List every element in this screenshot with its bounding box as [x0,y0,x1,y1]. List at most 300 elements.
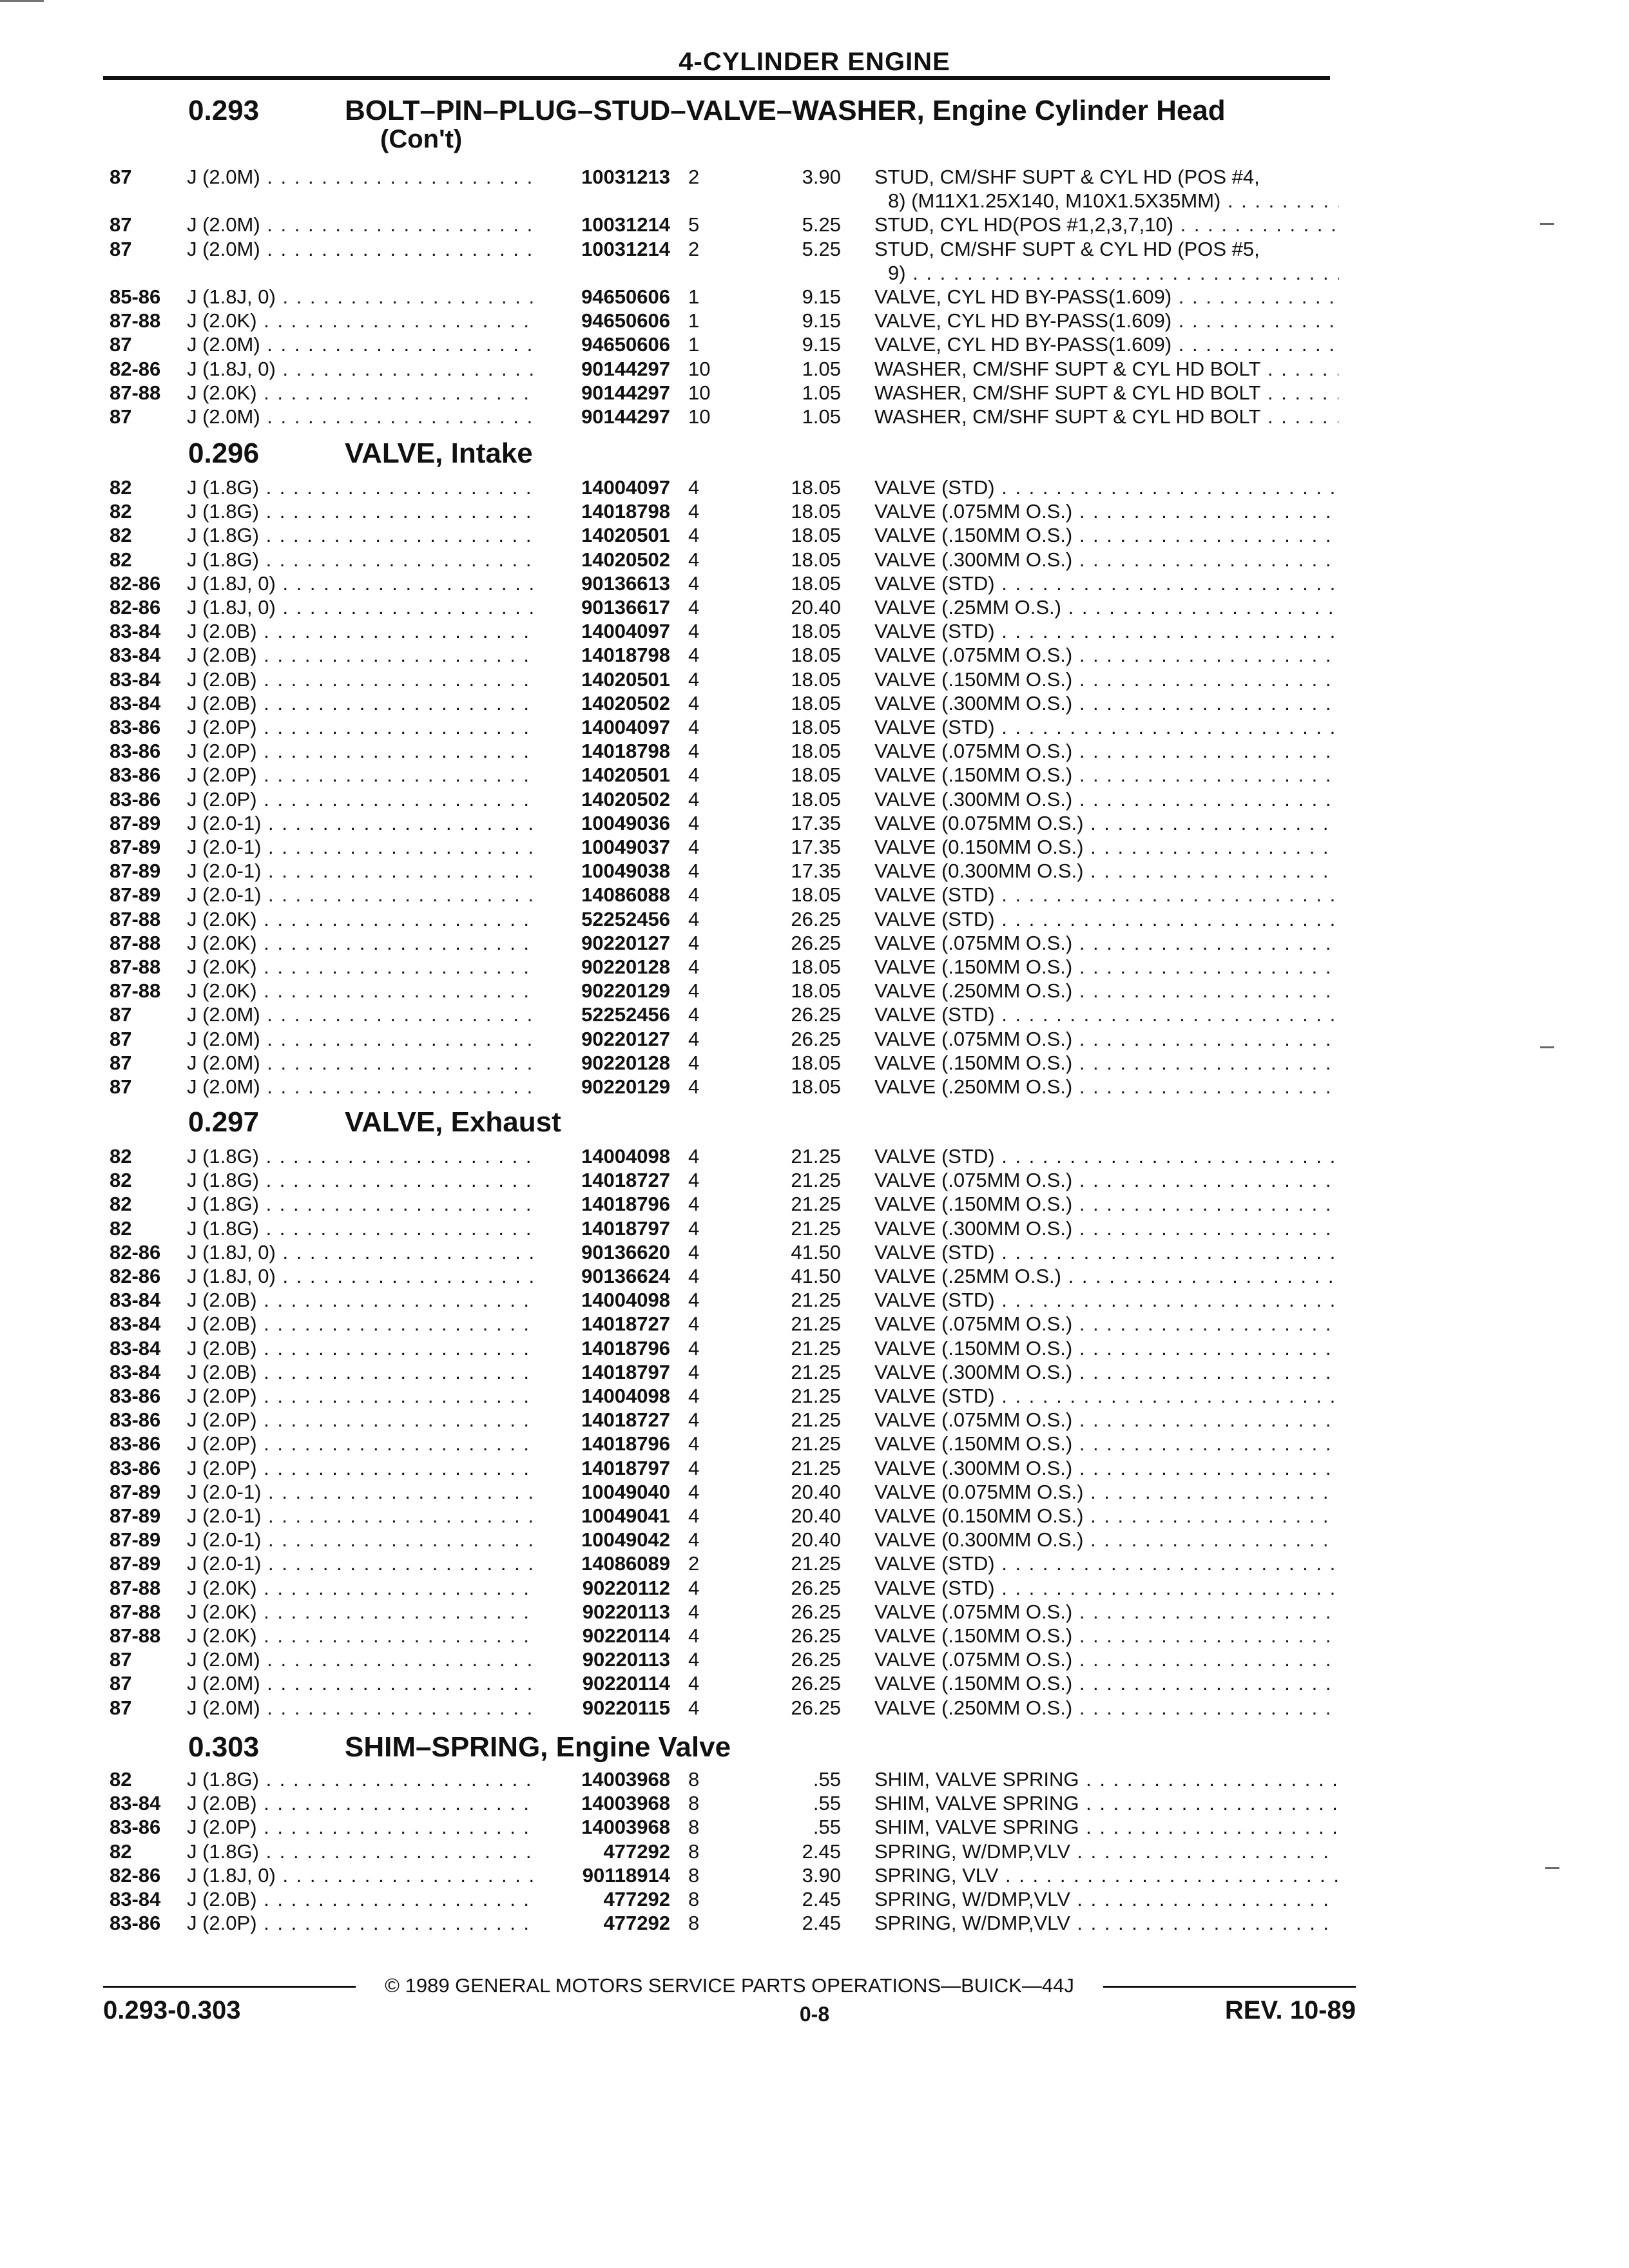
engine-code: J (2.0K) . . . [187,1576,535,1600]
description: VALVE (.300MM O.S.) . . . [874,1360,1338,1384]
price: 20.40 [791,1481,841,1503]
model-year: 83-86 [110,1432,161,1455]
price: 21.25 [791,1552,841,1575]
quantity: 4 [688,668,700,691]
table-row [0,595,1629,619]
quantity: 8 [688,1888,700,1910]
model-year: 87-89 [110,883,161,906]
engine-code: J (2.0K) . . . [187,955,535,979]
model-year: 83-86 [110,1816,161,1838]
model-year: 83-84 [110,1792,161,1814]
price: 26.25 [791,908,841,930]
part-number: 90220128 [581,1052,670,1074]
engine-code: J (2.0P) . . . [187,715,535,739]
quantity: 8 [688,1768,700,1791]
quantity: 4 [688,860,700,882]
table-row [0,332,1629,356]
price: 26.25 [791,1672,841,1695]
description: VALVE (.075MM O.S.) . . . [874,931,1338,955]
quantity: 4 [688,932,700,954]
model-year: 87-88 [110,908,161,930]
engine-code: J (1.8J, 0) . . . [187,572,535,595]
model-year: 85-86 [110,285,161,308]
description: VALVE (STD) . . . [874,1384,1338,1408]
model-year: 87 [110,405,132,428]
quantity: 4 [688,1075,700,1098]
quantity: 4 [688,764,700,786]
part-number: 14086088 [581,883,670,906]
table-row [0,715,1629,739]
price: 18.05 [791,692,841,715]
engine-code: J (2.0-1) . . . [187,1504,535,1528]
model-year: 82-86 [110,1241,161,1264]
description: SPRING, W/DMP,VLV . . . [874,1911,1338,1935]
footer-rule-left [103,1986,356,1988]
price: 26.25 [791,1648,841,1671]
quantity: 4 [688,500,700,523]
price: 17.35 [791,836,841,858]
description: VALVE (.150MM O.S.) . . . [874,955,1338,979]
table-row [0,763,1629,787]
section-name: VALVE, Intake [345,437,533,469]
table-row [0,1216,1629,1240]
price: 18.05 [791,500,841,523]
description: VALVE (0.075MM O.S.) . . . [874,1480,1338,1504]
quantity: 4 [688,1361,700,1383]
description: VALVE (.075MM O.S.) . . . [874,1168,1338,1192]
part-number: 90220115 [582,1696,670,1719]
part-number: 14018797 [581,1457,670,1479]
engine-code: J (2.0M) . . . [187,1027,535,1051]
table-row [0,1192,1629,1216]
footer-rule-right [1103,1986,1356,1988]
table-row [0,1408,1629,1432]
part-number: 94650606 [581,285,670,308]
description: VALVE (.300MM O.S.) . . . [874,1456,1338,1480]
engine-code: J (2.0K) . . . [187,931,535,955]
description: VALVE (.25MM O.S.) . . . [874,595,1338,619]
section-name: VALVE, Exhaust [345,1106,561,1138]
part-number: 10049041 [581,1504,670,1527]
price: 21.25 [791,1385,841,1407]
part-number: 90144297 [581,405,670,428]
table-row [0,1840,1629,1863]
description: VALVE, CYL HD BY-PASS(1.609) . . . [874,309,1338,332]
price: 26.25 [791,1003,841,1026]
quantity: 2 [688,166,700,188]
price: 5.25 [802,213,841,236]
quantity: 4 [688,548,700,571]
engine-code: J (2.0-1) . . . [187,1480,535,1504]
price: 18.05 [791,572,841,595]
price: 18.05 [791,548,841,571]
engine-code: J (1.8G) . . . [187,548,535,572]
table-row [0,1240,1629,1264]
description: VALVE (.075MM O.S.) . . . [874,643,1338,667]
model-year: 82 [110,524,132,546]
table-row [0,1312,1629,1336]
part-number: 14018796 [581,1193,670,1215]
price: 21.25 [791,1457,841,1479]
quantity: 8 [688,1816,700,1838]
engine-code: J (2.0B) . . . [187,1360,535,1384]
table-row [0,1696,1629,1720]
quantity: 4 [688,1241,700,1264]
engine-code: J (1.8G) . . . [187,523,535,547]
table-row [0,1336,1629,1360]
quantity: 4 [688,1504,700,1527]
description: VALVE (0.075MM O.S.) . . . [874,811,1338,835]
engine-code: J (2.0K) . . . [187,979,535,1003]
engine-code: J (2.0B) . . . [187,1887,535,1911]
price: 21.25 [791,1193,841,1215]
section-name: SHIM–SPRING, Engine Valve [345,1731,731,1763]
model-year: 83-86 [110,716,161,738]
part-number: 14018798 [581,500,670,523]
price: 18.05 [791,620,841,642]
price: 18.05 [791,644,841,666]
model-year: 82-86 [110,572,161,595]
price: 17.35 [791,812,841,834]
part-number: 14018796 [581,1432,670,1455]
table-row [0,883,1629,907]
model-year: 83-84 [110,1289,161,1311]
engine-code: J (2.0B) . . . [187,691,535,715]
quantity: 4 [688,1600,700,1623]
price: 18.05 [791,956,841,978]
quantity: 4 [688,1481,700,1503]
price: 26.25 [791,1577,841,1599]
part-number: 477292 [603,1840,670,1863]
model-year: 87-89 [110,836,161,858]
description: VALVE (0.150MM O.S.) . . . [874,835,1338,859]
part-number: 52252456 [581,1003,670,1026]
description: SHIM, VALVE SPRING . . . [874,1767,1338,1791]
description: VALVE (0.300MM O.S.) . . . [874,859,1338,883]
quantity: 4 [688,1145,700,1168]
table-row [0,835,1629,859]
price: 9.15 [802,309,841,332]
model-year: 87-88 [110,381,161,404]
price: 18.05 [791,740,841,762]
table-row [0,1528,1629,1552]
part-number: 90144297 [581,381,670,404]
part-number: 14004098 [581,1289,670,1311]
table-row [0,1887,1629,1911]
table-row [0,1432,1629,1456]
price: 18.05 [791,476,841,499]
quantity: 4 [688,1696,700,1719]
table-row [0,405,1629,428]
description: VALVE (.075MM O.S.) . . . [874,1027,1338,1051]
description: VALVE (STD) . . . [874,1240,1338,1264]
engine-code: J (2.0B) . . . [187,1312,535,1336]
model-year: 87 [110,166,132,188]
model-year: 82 [110,476,132,499]
engine-code: J (2.0P) . . . [187,1432,535,1456]
price: 3.90 [802,1864,841,1887]
description: WASHER, CM/SHF SUPT & CYL HD BOLT . . . [874,381,1338,405]
description: VALVE (.150MM O.S.) . . . [874,1671,1338,1695]
description: VALVE (.150MM O.S.) . . . [874,1432,1338,1456]
part-number: 14020501 [581,524,670,546]
part-number: 14004098 [581,1385,670,1407]
model-year: 87 [110,213,132,236]
model-year: 83-86 [110,1408,161,1431]
part-number: 14004097 [581,476,670,499]
engine-code: J (1.8J, 0) . . . [187,1264,535,1288]
engine-code: J (2.0B) . . . [187,1791,535,1815]
price: 41.50 [791,1241,841,1264]
part-number: 90118914 [582,1864,670,1887]
engine-code: J (2.0P) . . . [187,787,535,811]
table-row [0,1671,1629,1695]
part-number: 90220127 [581,1028,670,1050]
part-number: 90136613 [581,572,670,595]
part-number: 90220114 [582,1624,670,1647]
model-year: 83-84 [110,668,161,691]
price: .55 [813,1768,841,1791]
description: STUD, CYL HD(POS #1,2,3,7,10) . . . [874,213,1338,236]
price: 18.05 [791,524,841,546]
model-year: 83-84 [110,692,161,715]
table-row [0,381,1629,405]
part-number: 90220128 [581,956,670,978]
quantity: 4 [688,836,700,858]
quantity: 1 [688,333,700,356]
engine-code: J (2.0P) . . . [187,739,535,763]
quantity: 4 [688,1003,700,1026]
price: 18.05 [791,716,841,738]
part-number: 10049040 [581,1481,670,1503]
engine-code: J (2.0M) . . . [187,165,535,189]
description: VALVE (0.300MM O.S.) . . . [874,1528,1338,1552]
model-year: 82 [110,1193,132,1215]
section-range: 0.293-0.303 [103,1996,241,2024]
price: 21.25 [791,1312,841,1335]
quantity: 4 [688,1265,700,1287]
engine-code: J (1.8G) . . . [187,1216,535,1240]
description: WASHER, CM/SHF SUPT & CYL HD BOLT . . . [874,405,1338,428]
table-row [0,1504,1629,1528]
quantity: 4 [688,1624,700,1647]
description: STUD, CM/SHF SUPT & CYL HD (POS #5, [874,238,1260,260]
section-number: 0.303 [188,1731,260,1763]
quantity: 4 [688,788,700,811]
model-year: 82 [110,500,132,523]
section-name: BOLT–PIN–PLUG–STUD–VALVE–WASHER, Engine Cylinder Head [345,95,1226,126]
description: VALVE (.300MM O.S.) . . . [874,787,1338,811]
model-year: 82 [110,548,132,571]
table-row [0,1624,1629,1648]
table-row [0,1288,1629,1312]
part-number: 10031214 [581,238,670,260]
quantity: 4 [688,1312,700,1335]
part-number: 14018727 [581,1169,670,1191]
model-year: 82 [110,1768,132,1791]
part-number: 14018797 [581,1217,670,1240]
description: VALVE (STD) . . . [874,1552,1338,1575]
part-number: 14086089 [581,1552,670,1575]
engine-code: J (2.0M) . . . [187,1648,535,1671]
table-row [0,643,1629,667]
table-row [0,1863,1629,1887]
part-number: 14020502 [581,692,670,715]
description: STUD, CM/SHF SUPT & CYL HD (POS #4, [874,166,1260,188]
description: VALVE (.150MM O.S.) . . . [874,668,1338,691]
engine-code: J (1.8J, 0) . . . [187,595,535,619]
description: VALVE (STD) . . . [874,1288,1338,1312]
quantity: 4 [688,620,700,642]
engine-code: J (1.8G) . . . [187,1168,535,1192]
description: VALVE (STD) . . . [874,1144,1338,1168]
description: VALVE (.150MM O.S.) . . . [874,523,1338,547]
part-number: 94650606 [581,309,670,332]
engine-code: J (2.0M) . . . [187,1051,535,1075]
quantity: 4 [688,1289,700,1311]
price: 3.90 [802,166,841,188]
engine-code: J (2.0B) . . . [187,668,535,691]
quantity: 4 [688,1169,700,1191]
quantity: 5 [688,213,700,236]
description: VALVE (STD) . . . [874,715,1338,739]
model-year: 83-84 [110,644,161,666]
part-number: 14003968 [581,1768,670,1791]
part-number: 14020501 [581,764,670,786]
price: 18.05 [791,1052,841,1074]
part-number: 14020502 [581,788,670,811]
table-row [0,213,1629,236]
description: VALVE (STD) . . . [874,883,1338,907]
model-year: 87-88 [110,1624,161,1647]
model-year: 87-88 [110,956,161,978]
description: VALVE (.075MM O.S.) . . . [874,1312,1338,1336]
quantity: 4 [688,1432,700,1455]
engine-code: J (2.0M) . . . [187,1003,535,1026]
model-year: 83-86 [110,764,161,786]
part-number: 10031214 [581,213,670,236]
price: .55 [813,1816,841,1838]
quantity: 4 [688,716,700,738]
model-year: 83-86 [110,788,161,811]
table-row [0,1144,1629,1168]
engine-code: J (2.0M) . . . [187,1671,535,1695]
quantity: 10 [688,358,711,380]
part-number: 14018798 [581,644,670,666]
description-continued-row [0,261,1629,285]
model-year: 87-89 [110,812,161,834]
quantity: 4 [688,1217,700,1240]
price: 20.40 [791,596,841,619]
table-row [0,1027,1629,1051]
part-number: 90220112 [582,1577,670,1599]
price: 9.15 [802,285,841,308]
price: 18.05 [791,668,841,691]
table-row [0,1003,1629,1026]
quantity: 1 [688,285,700,308]
description: VALVE, CYL HD BY-PASS(1.609) . . . [874,332,1338,356]
part-number: 10049037 [581,836,670,858]
table-row [0,572,1629,595]
table-row [0,309,1629,332]
price: 26.25 [791,1624,841,1647]
table-row [0,979,1629,1003]
model-year: 87-88 [110,932,161,954]
section-number: 0.293 [188,95,260,126]
description-continued-row [0,189,1629,213]
description: WASHER, CM/SHF SUPT & CYL HD BOLT . . . [874,357,1338,381]
quantity: 4 [688,1408,700,1431]
description: SHIM, VALVE SPRING . . . [874,1815,1338,1839]
price: 18.05 [791,883,841,906]
model-year: 83-84 [110,620,161,642]
part-number: 14003968 [581,1816,670,1838]
quantity: 10 [688,381,711,404]
model-year: 83-86 [110,740,161,762]
model-year: 87 [110,1696,132,1719]
price: 21.25 [791,1217,841,1240]
description: VALVE (0.150MM O.S.) . . . [874,1504,1338,1528]
quantity: 4 [688,572,700,595]
table-row [0,1075,1629,1099]
quantity: 2 [688,238,700,260]
description: VALVE (.250MM O.S.) . . . [874,1075,1338,1099]
quantity: 4 [688,476,700,499]
table-row [0,668,1629,691]
price: 21.25 [791,1432,841,1455]
price: 21.25 [791,1289,841,1311]
engine-code: J (2.0P) . . . [187,763,535,787]
part-number: 10049042 [581,1528,670,1551]
quantity: 4 [688,644,700,666]
engine-code: J (2.0-1) . . . [187,859,535,883]
quantity: 4 [688,596,700,619]
price: 2.45 [802,1840,841,1863]
part-number: 14003968 [581,1792,670,1814]
engine-code: J (2.0-1) . . . [187,883,535,907]
part-number: 90220129 [581,979,670,1002]
quantity: 2 [688,1552,700,1575]
part-number: 90144297 [581,358,670,380]
engine-code: J (2.0-1) . . . [187,835,535,859]
price: 26.25 [791,1600,841,1623]
description: VALVE (STD) . . . [874,619,1338,643]
model-year: 87-89 [110,1528,161,1551]
engine-code: J (2.0M) . . . [187,1696,535,1720]
quantity: 4 [688,524,700,546]
price: 1.05 [802,405,841,428]
price: 41.50 [791,1265,841,1287]
engine-code: J (1.8G) . . . [187,1840,535,1863]
part-number: 90220129 [581,1075,670,1098]
price: 21.25 [791,1361,841,1383]
model-year: 83-86 [110,1385,161,1407]
description-continued: 9) . . . [888,261,1339,285]
quantity: 4 [688,1028,700,1050]
part-number: 94650606 [581,333,670,356]
model-year: 87 [110,1003,132,1026]
description: VALVE (.150MM O.S.) . . . [874,763,1338,787]
model-year: 87 [110,1672,132,1695]
quantity: 4 [688,1577,700,1599]
model-year: 87 [110,333,132,356]
table-row [0,1600,1629,1624]
description: VALVE (.300MM O.S.) . . . [874,691,1338,715]
copyright: © 1989 GENERAL MOTORS SERVICE PARTS OPERATIONS—BUICK—44J [385,1974,1074,1997]
part-number: 10031213 [581,166,670,188]
price: 20.40 [791,1528,841,1551]
description-continued: 8) (M11X1.25X140, M10X1.5X35MM) . . . [888,189,1339,213]
